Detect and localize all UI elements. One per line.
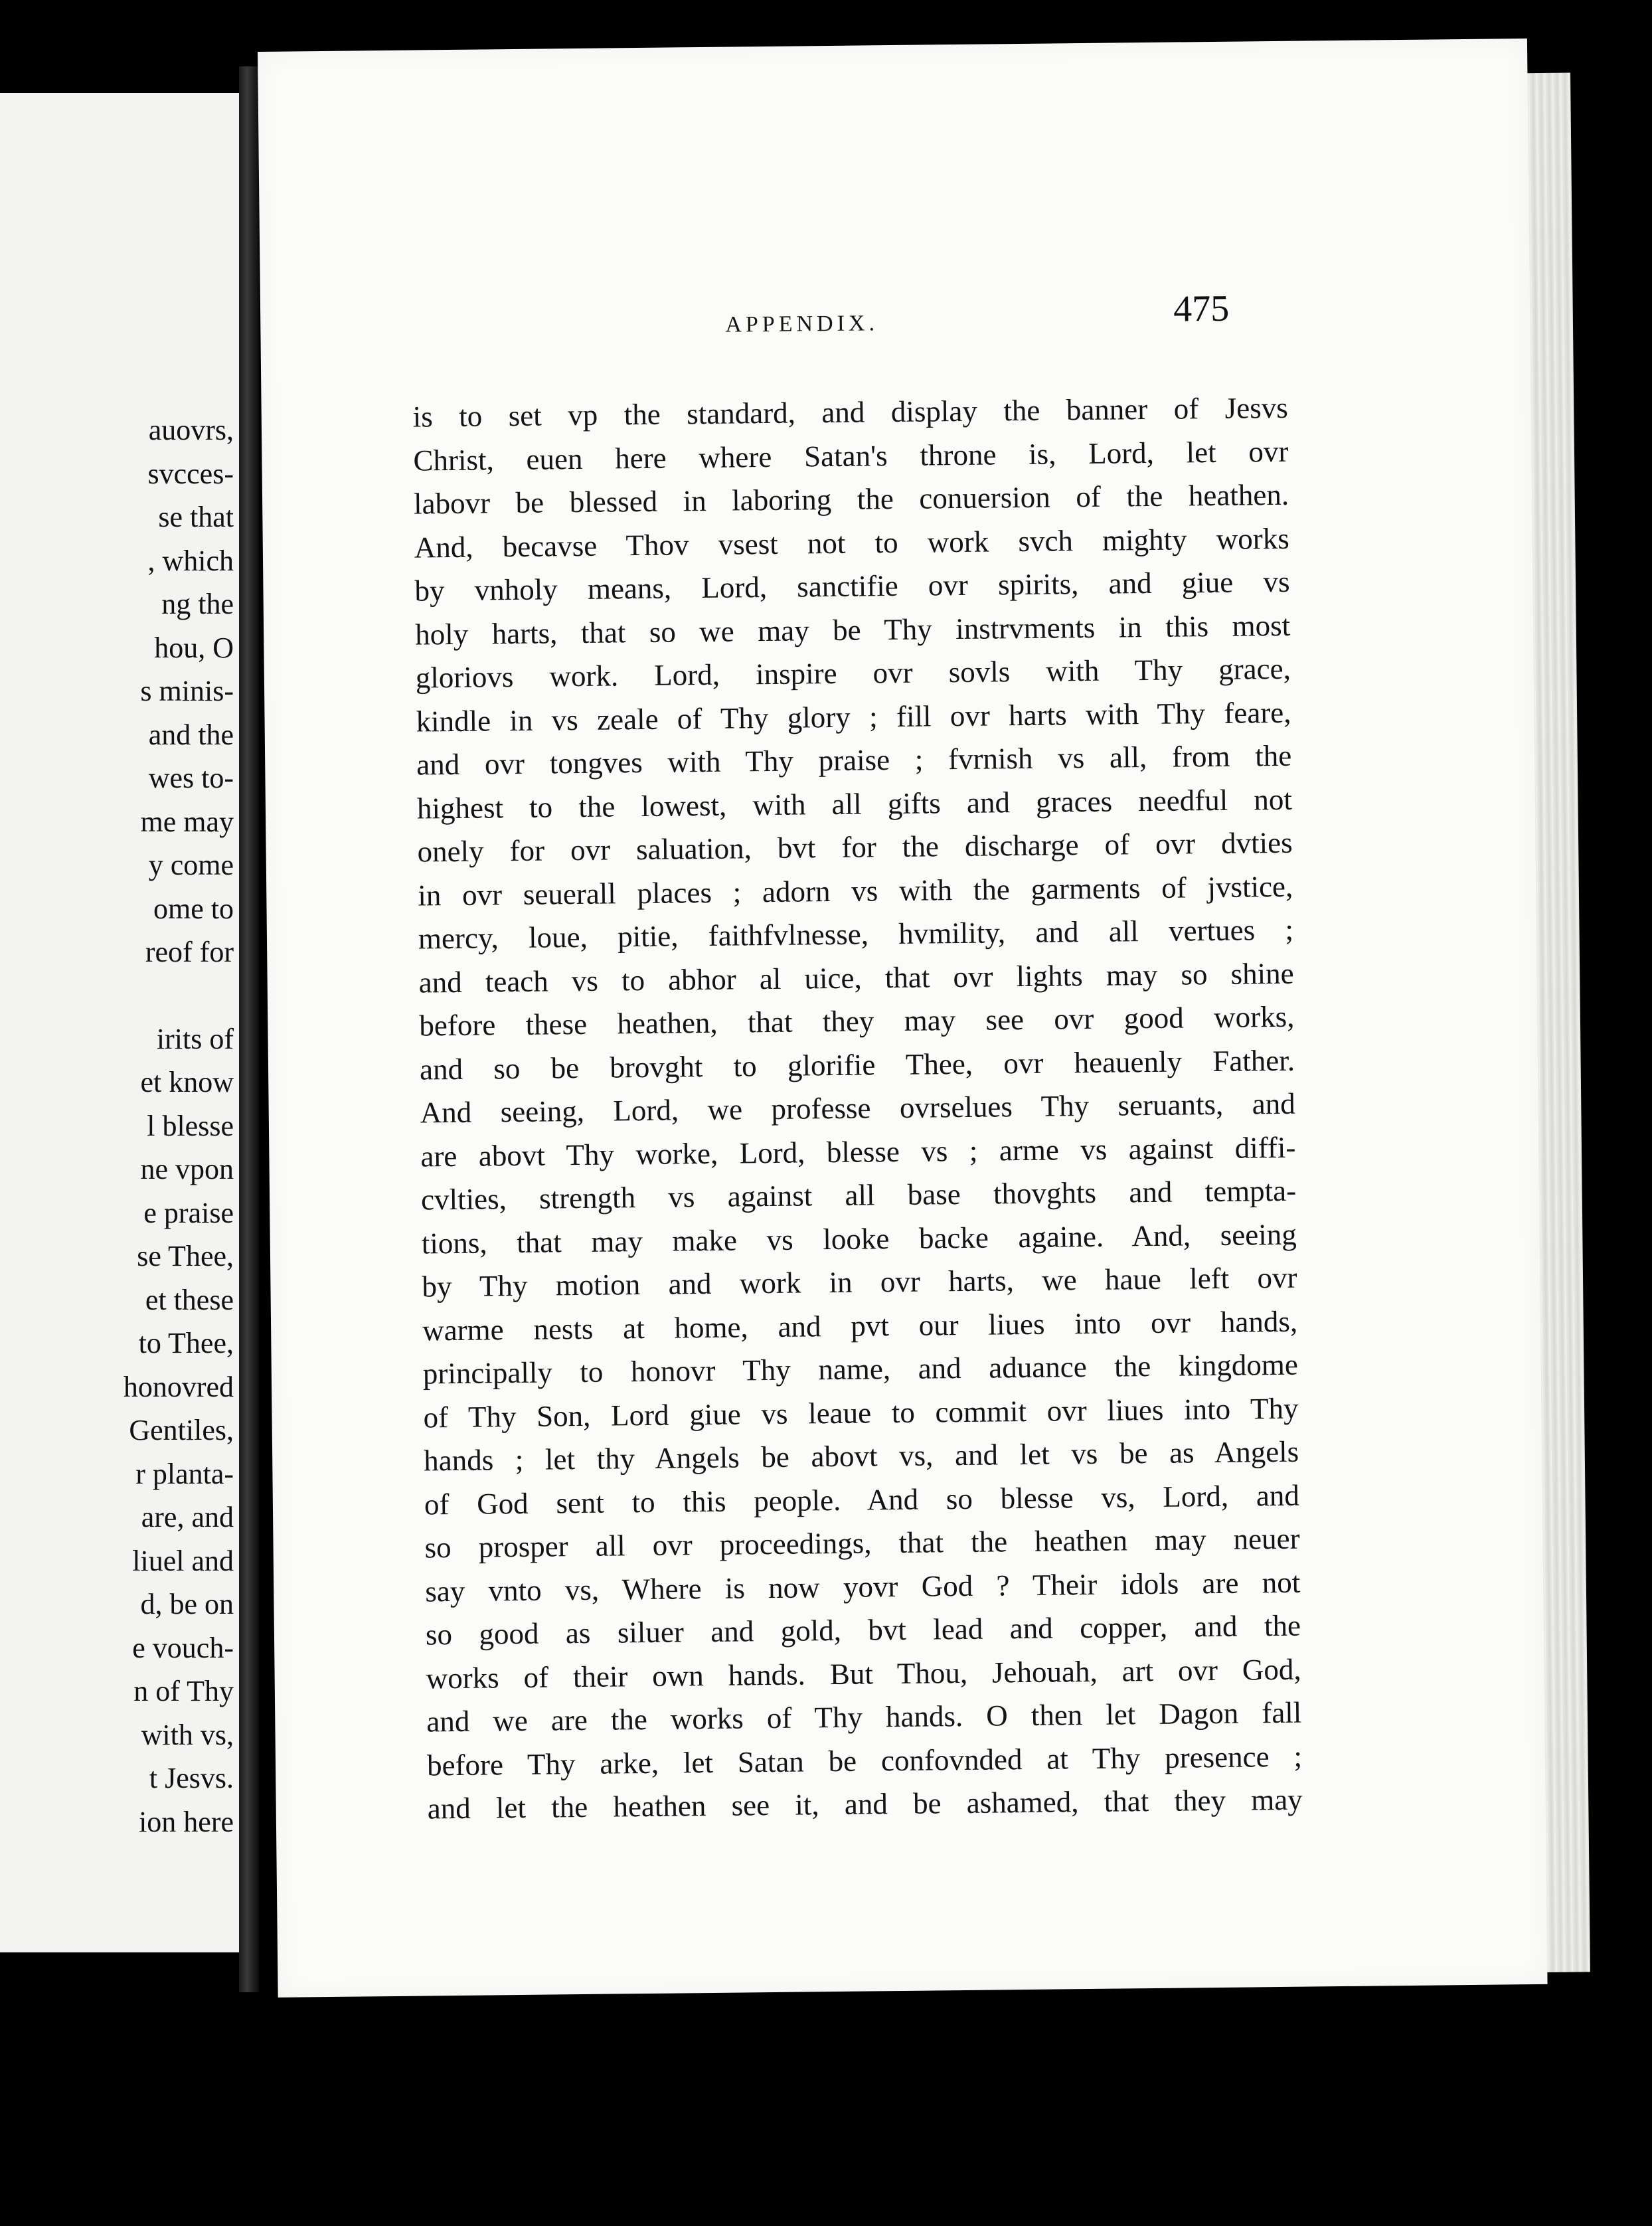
left-page-line: ion here	[139, 1805, 234, 1838]
left-page-line: liuel and	[132, 1544, 234, 1577]
text-line: labovr be blessed in laboring the conuersion of the heathen.	[413, 477, 1289, 521]
text-line: gloriovs work. Lord, inspire ovr sovls with Thy grace,	[415, 651, 1291, 695]
text-line: Christ, euen here where Satan's throne is, Lord, let ovr	[413, 434, 1289, 477]
left-page-line: e vouch-	[132, 1631, 234, 1664]
left-page-line: Gentiles,	[129, 1414, 234, 1446]
text-line: before Thy arke, let Satan be confovnded at Thy presence ;	[426, 1739, 1303, 1782]
text-line: are abovt Thy worke, Lord, blesse vs ; arme vs against diffi-	[420, 1130, 1296, 1173]
left-page-line: l blesse	[147, 1109, 234, 1142]
left-page-line: s minis-	[140, 675, 234, 707]
text-line: in ovr seuerall places ; adorn vs with the garments of jvstice,	[418, 869, 1293, 912]
text-line: and teach vs to abhor al uice, that ovr lights may so shine	[418, 956, 1294, 999]
text-line: kindle in vs zeale of Thy glory ; fill ovr harts with Thy feare,	[416, 695, 1291, 738]
paragraph-gap	[0, 974, 234, 1017]
text-line: and ovr tongves with Thy praise ; fvrnish vs all, from the	[416, 738, 1292, 782]
left-page-line: d, be on	[140, 1588, 234, 1620]
left-page-line: se Thee,	[137, 1240, 234, 1272]
text-line: holy harts, that so we may be Thy instrvments in this most	[414, 608, 1291, 651]
left-page-line: to Thee,	[138, 1327, 234, 1359]
text-line: by Thy motion and work in ovr harts, we haue left ovr	[422, 1260, 1297, 1304]
text-line: and let the heathen see it, and be ashamed, that they may	[427, 1782, 1303, 1826]
left-page-line: svcces-	[147, 457, 234, 490]
left-page-line: ome to	[153, 892, 234, 925]
text-line: before these heathen, that they may see ovr good works,	[419, 999, 1295, 1043]
left-page-line: with vs,	[141, 1718, 234, 1751]
left-page-line: hou, O	[154, 631, 234, 664]
left-page-line: wes to-	[148, 762, 234, 794]
text-line: of Thy Son, Lord giue vs leaue to commit ovr liues into Thy	[423, 1391, 1299, 1434]
left-page-line: and the	[148, 718, 234, 751]
running-head: APPENDIX.	[725, 311, 879, 337]
text-line: is to set vp the standard, and display the banner of Jesvs	[412, 390, 1288, 434]
left-page	[0, 93, 239, 1952]
text-line: And, becavse Thov vsest not to work svch mighty works	[414, 521, 1290, 564]
text-line: so good as siluer and gold, bvt lead and copper, and the	[425, 1608, 1301, 1652]
left-page-line: ng the	[161, 588, 234, 620]
right-page	[258, 39, 1548, 1998]
left-page-line: auovrs,	[148, 414, 234, 446]
left-page-line: , which	[147, 544, 234, 577]
text-line: tions, that may make vs looke backe againe. And, seeing	[421, 1217, 1297, 1260]
left-page-line: et know	[140, 1066, 234, 1098]
text-line: by vnholy means, Lord, sanctifie ovr spirits, and giue vs	[414, 564, 1290, 608]
left-page-line: et these	[145, 1283, 234, 1316]
text-line: and so be brovght to glorifie Thee, ovr heauenly Father.	[419, 1043, 1295, 1086]
left-page-line: me may	[140, 805, 234, 838]
text-line: highest to the lowest, with all gifts and graces needful not	[416, 782, 1293, 825]
left-page-line: reof for	[145, 936, 234, 968]
left-page-line: are, and	[141, 1501, 234, 1533]
text-line: principally to honovr Thy name, and aduance the kingdome	[422, 1347, 1299, 1391]
left-page-line: ne vpon	[140, 1153, 234, 1185]
left-page-lower-block	[0, 1017, 234, 1844]
text-line: And seeing, Lord, we professe ovrselues Thy seruants, and	[420, 1086, 1295, 1130]
text-line: cvlties, strength vs against all base thovghts and tempta-	[420, 1173, 1297, 1217]
left-page-line: e praise	[143, 1196, 234, 1229]
left-page-line: y come	[148, 849, 234, 881]
text-line: say vnto vs, Where is now yovr God ? Their idols are not	[425, 1565, 1301, 1608]
left-page-line: irits of	[156, 1022, 234, 1055]
text-line: mercy, loue, pitie, faithfvlnesse, hvmility, and all vertues ;	[418, 912, 1294, 956]
left-page-upper-block	[0, 408, 234, 974]
text-line: so prosper all ovr proceedings, that the heathen may neuer	[424, 1521, 1300, 1565]
text-line: warme nests at home, and pvt our liues into ovr hands,	[422, 1304, 1298, 1347]
page-number: 475	[1173, 288, 1230, 330]
text-line: onely for ovr saluation, bvt for the discharge of ovr dvties	[417, 825, 1293, 869]
text-line: works of their own hands. But Thou, Jehouah, art ovr God,	[426, 1652, 1301, 1695]
body-text	[412, 386, 1303, 1831]
left-page-line: n of Thy	[133, 1675, 234, 1707]
book-gutter	[239, 66, 259, 1992]
left-page-text	[0, 408, 234, 1843]
text-line: and we are the works of Thy hands. O then let Dagon fall	[426, 1695, 1302, 1739]
left-page-line: t Jesvs.	[149, 1762, 234, 1794]
left-page-line: se that	[158, 501, 234, 533]
text-line: hands ; let thy Angels be abovt vs, and let vs be as Angels	[423, 1434, 1299, 1478]
left-page-line: honovred	[123, 1370, 234, 1403]
left-page-line: r planta-	[135, 1457, 234, 1490]
text-line: of God sent to this people. And so blesse vs, Lord, and	[424, 1478, 1300, 1521]
